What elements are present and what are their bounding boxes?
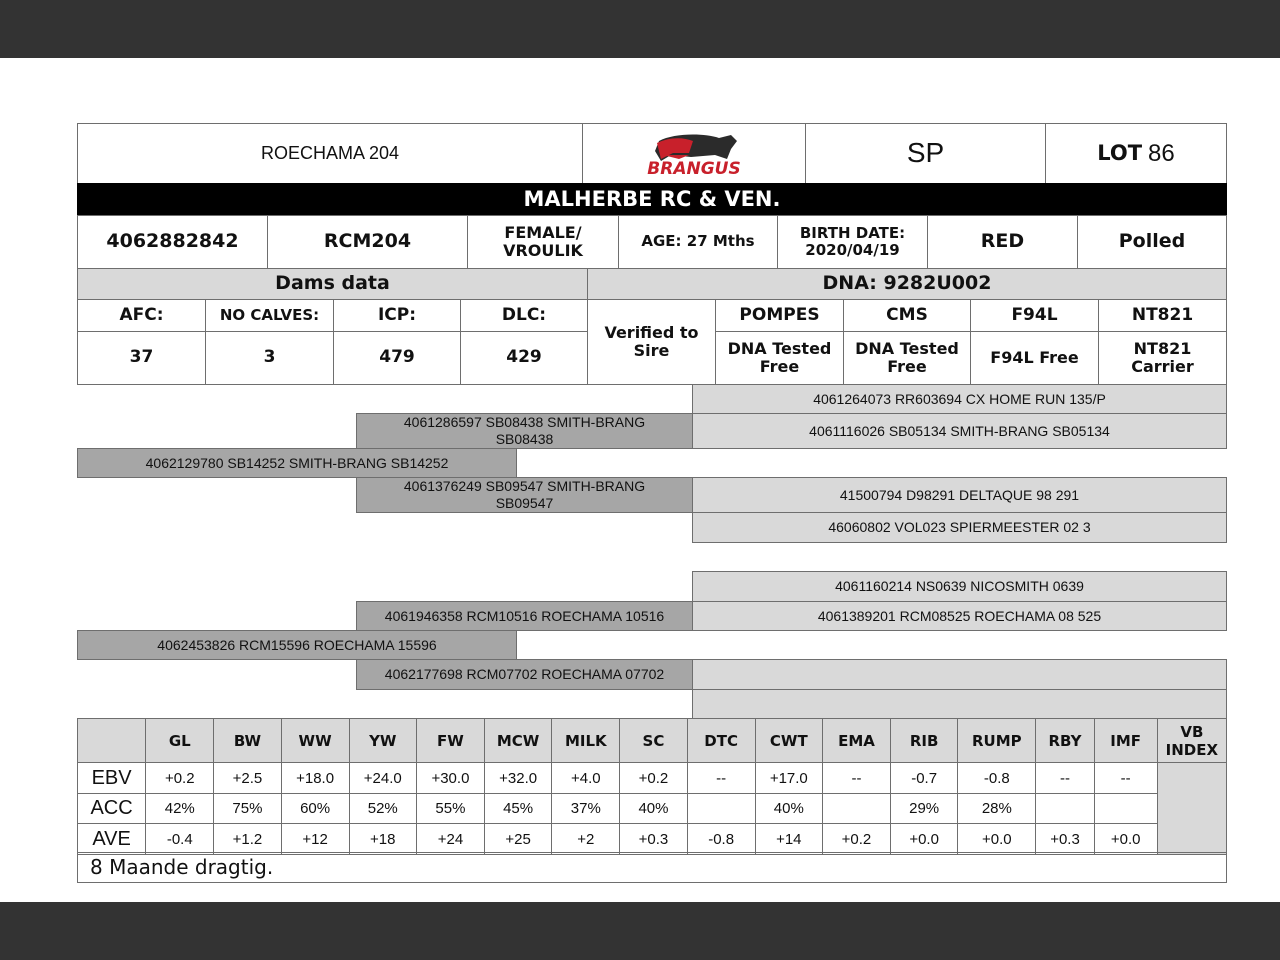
- pedigree-sss: 4061264073 RR603694 CX HOME RUN 135/P: [692, 384, 1227, 414]
- bottom-bar: [0, 902, 1280, 960]
- acc-cell: 45%: [485, 794, 552, 824]
- ebv-cell: +30.0: [416, 763, 484, 794]
- cms-value: DNA Tested Free: [843, 331, 971, 385]
- pedigree-sdd: 46060802 VOL023 SPIERMEESTER 02 3: [692, 512, 1227, 543]
- ebv-col-cwt: CWT: [755, 719, 822, 763]
- dlc-header: DLC:: [460, 299, 588, 332]
- birth-date: BIRTH DATE: 2020/04/19: [777, 215, 928, 269]
- ave-cell: -0.4: [146, 824, 214, 855]
- owner-band: MALHERBE RC & VEN.: [77, 183, 1227, 216]
- pedigree-dss: 4061160214 NS0639 NICOSMITH 0639: [692, 571, 1227, 602]
- acc-cell: 28%: [958, 794, 1036, 824]
- acc-cell: 55%: [416, 794, 484, 824]
- pedigree-sire-dam: 4061376249 SB09547 SMITH-BRANG SB09547: [356, 477, 693, 513]
- acc-cell: 37%: [552, 794, 620, 824]
- pompes-header: POMPES: [715, 299, 844, 332]
- ebv-cell: -0.7: [891, 763, 958, 794]
- ebv-col-ema: EMA: [822, 719, 890, 763]
- pedigree-dam-sire: 4061946358 RCM10516 ROECHAMA 10516: [356, 601, 693, 631]
- ebv-col-mcw: MCW: [485, 719, 552, 763]
- ave-cell: +0.0: [891, 824, 958, 855]
- pedigree-dds: [692, 659, 1227, 690]
- f94l-header: F94L: [970, 299, 1099, 332]
- acc-cell: [822, 794, 890, 824]
- ebv-cell: +18.0: [281, 763, 349, 794]
- brangus-logo: [582, 123, 806, 184]
- ebv-col-rump: RUMP: [958, 719, 1036, 763]
- ave-cell: +0.2: [822, 824, 890, 855]
- ebv-col-imf: IMF: [1094, 719, 1157, 763]
- ebv-cell: +32.0: [485, 763, 552, 794]
- cms-header: CMS: [843, 299, 971, 332]
- acc-cell: 40%: [620, 794, 687, 824]
- ebv-cell: +24.0: [349, 763, 416, 794]
- ebv-cell: --: [1094, 763, 1157, 794]
- acc-cell: 52%: [349, 794, 416, 824]
- calves-value: 3: [205, 331, 334, 385]
- ave-cell: -0.8: [687, 824, 755, 855]
- ave-cell: +24: [416, 824, 484, 855]
- calves-header: NO CALVES:: [205, 299, 334, 332]
- ebv-col-gl: GL: [146, 719, 214, 763]
- acc-cell: [1036, 794, 1094, 824]
- sex: FEMALE/ VROULIK: [467, 215, 619, 269]
- nt821-value: NT821 Carrier: [1098, 331, 1227, 385]
- ebv-cell: -0.8: [958, 763, 1036, 794]
- color: RED: [927, 215, 1078, 269]
- ave-cell: +14: [755, 824, 822, 855]
- icp-value: 479: [333, 331, 461, 385]
- lot-number: 86: [1148, 139, 1175, 167]
- ave-cell: +18: [349, 824, 416, 855]
- ave-cell: +0.0: [1094, 824, 1157, 855]
- ave-cell: +0.3: [620, 824, 687, 855]
- ebv-col-rby: RBY: [1036, 719, 1094, 763]
- vb-index-value: [1157, 763, 1226, 855]
- afc-value: 37: [77, 331, 206, 385]
- ebv-col-milk: MILK: [552, 719, 620, 763]
- ebv-corner: [78, 719, 146, 763]
- logo-text: BRANGUS: [647, 158, 741, 179]
- ebv-col-dtc: DTC: [687, 719, 755, 763]
- dna-title: DNA: 9282U002: [587, 268, 1227, 300]
- ave-cell: +0.0: [958, 824, 1036, 855]
- lot-cell: [1045, 123, 1227, 184]
- ave-row: [78, 824, 1227, 855]
- ebv-header-row: [78, 719, 1227, 763]
- ebv-cell: --: [822, 763, 890, 794]
- pedigree-ssd: 4061116026 SB05134 SMITH-BRANG SB05134: [692, 413, 1227, 449]
- dlc-value: 429: [460, 331, 588, 385]
- ebv-col-yw: YW: [349, 719, 416, 763]
- lot-label: LOT: [1097, 141, 1143, 166]
- ebv-table: [77, 718, 1227, 855]
- verified-to-sire: Verified to Sire: [587, 299, 716, 385]
- pedigree-dam-dam: 4062177698 RCM07702 ROECHAMA 07702: [356, 659, 693, 690]
- note: 8 Maande dragtig.: [77, 852, 1227, 883]
- ave-cell: +12: [281, 824, 349, 855]
- ebv-row: [78, 763, 1227, 794]
- f94l-value: F94L Free: [970, 331, 1099, 385]
- ebv-row-label: EBV: [78, 763, 146, 794]
- afc-header: AFC:: [77, 299, 206, 332]
- ebv-col-ww: WW: [281, 719, 349, 763]
- icp-header: ICP:: [333, 299, 461, 332]
- ebv-cell: +4.0: [552, 763, 620, 794]
- bull-logo-icon: [619, 129, 769, 179]
- acc-cell: [687, 794, 755, 824]
- top-bar: [0, 0, 1280, 58]
- acc-cell: 60%: [281, 794, 349, 824]
- horn-status: Polled: [1077, 215, 1227, 269]
- ebv-col-fw: FW: [416, 719, 484, 763]
- acc-cell: 42%: [146, 794, 214, 824]
- ebv-cell: --: [1036, 763, 1094, 794]
- acc-cell: 29%: [891, 794, 958, 824]
- ebv-cell: +2.5: [214, 763, 281, 794]
- ebv-cell: +0.2: [620, 763, 687, 794]
- reg-number: 4062882842: [77, 215, 268, 269]
- ebv-cell: +0.2: [146, 763, 214, 794]
- ave-cell: +0.3: [1036, 824, 1094, 855]
- pedigree-sire-sire: 4061286597 SB08438 SMITH-BRANG SB08438: [356, 413, 693, 449]
- acc-row-label: ACC: [78, 794, 146, 824]
- ebv-col-bw: BW: [214, 719, 281, 763]
- pedigree-ddd: [692, 689, 1227, 719]
- ebv-col-vb-index: VB INDEX: [1157, 719, 1226, 763]
- pedigree-dam: 4062453826 RCM15596 ROECHAMA 15596: [77, 630, 517, 660]
- ebv-col-rib: RIB: [891, 719, 958, 763]
- code-cell: SP: [805, 123, 1046, 184]
- acc-cell: 40%: [755, 794, 822, 824]
- acc-cell: [1094, 794, 1157, 824]
- acc-cell: 75%: [214, 794, 281, 824]
- pedigree-dsd: 4061389201 RCM08525 ROECHAMA 08 525: [692, 601, 1227, 631]
- ebv-cell: --: [687, 763, 755, 794]
- nt821-header: NT821: [1098, 299, 1227, 332]
- pompes-value: DNA Tested Free: [715, 331, 844, 385]
- ave-cell: +1.2: [214, 824, 281, 855]
- ave-row-label: AVE: [78, 824, 146, 855]
- ebv-col-sc: SC: [620, 719, 687, 763]
- pedigree-sds: 41500794 D98291 DELTAQUE 98 291: [692, 477, 1227, 513]
- acc-row: [78, 794, 1227, 824]
- dams-title: Dams data: [77, 268, 588, 300]
- ebv-cell: +17.0: [755, 763, 822, 794]
- pedigree-sire: 4062129780 SB14252 SMITH-BRANG SB14252: [77, 448, 517, 478]
- ave-cell: +2: [552, 824, 620, 855]
- animal-name: ROECHAMA 204: [77, 123, 583, 184]
- age: AGE: 27 Mths: [618, 215, 778, 269]
- ave-cell: +25: [485, 824, 552, 855]
- animal-id: RCM204: [267, 215, 468, 269]
